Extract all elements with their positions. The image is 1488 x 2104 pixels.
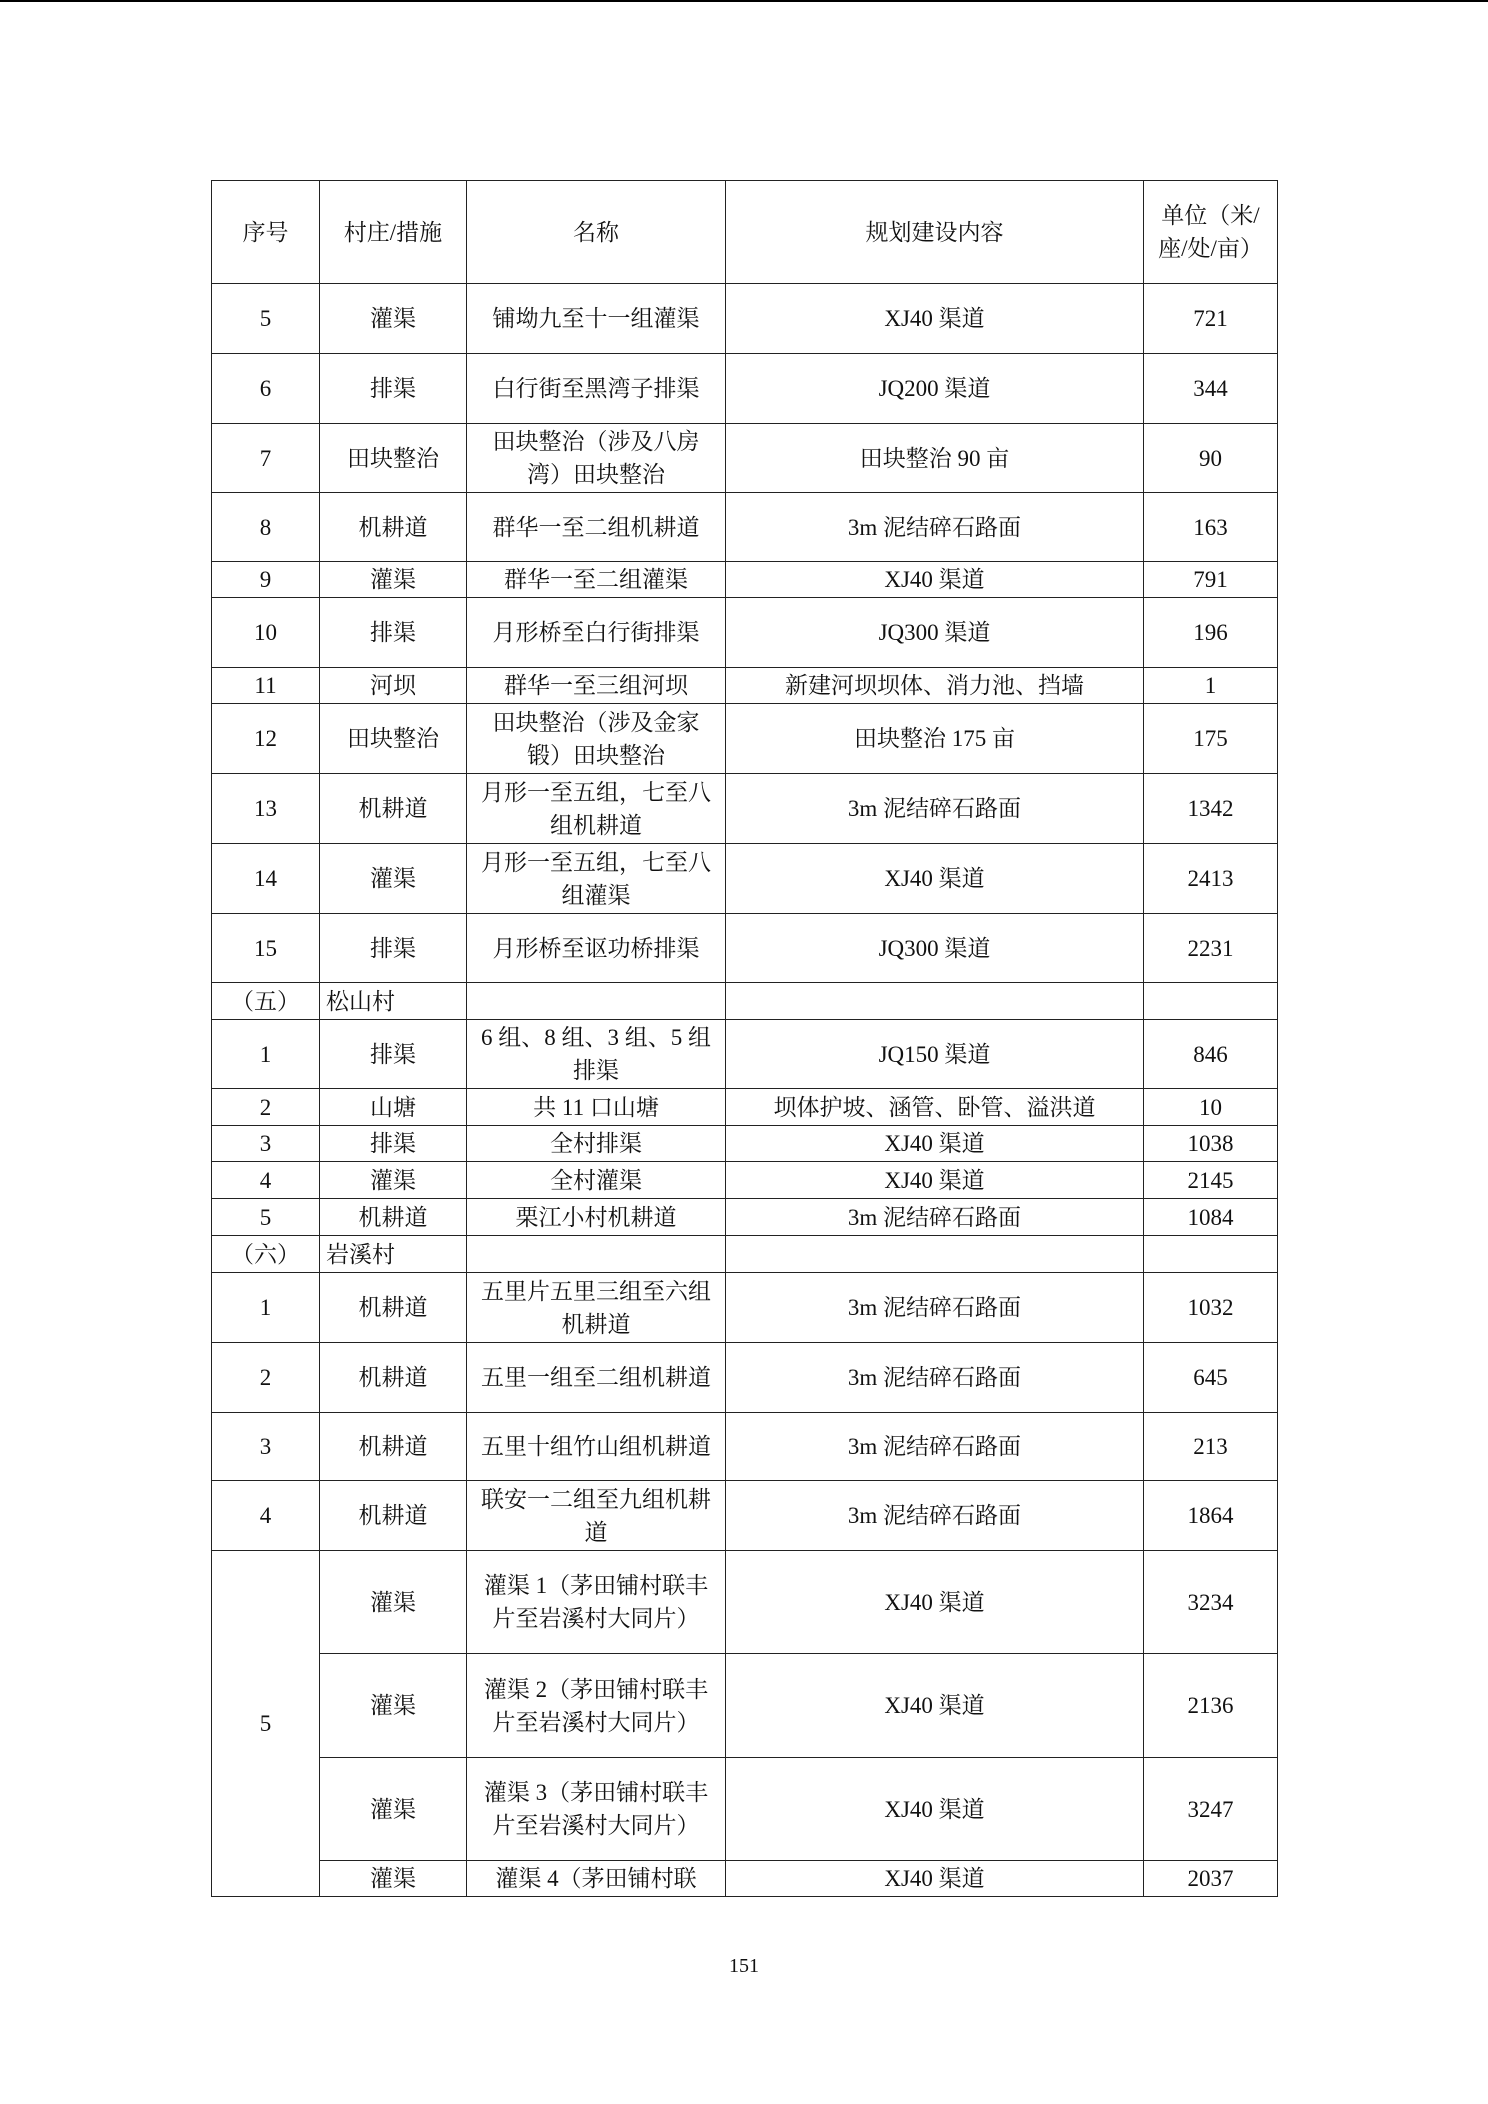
quantity: 3234 xyxy=(1144,1551,1278,1654)
table-row xyxy=(212,493,1278,562)
village-measure: 排渠 xyxy=(320,914,467,983)
project-name: 月形桥至白行街排渠 xyxy=(467,598,726,668)
project-name: 田块整治（涉及八房湾）田块整治 xyxy=(467,424,726,493)
village-measure: 机耕道 xyxy=(320,493,467,562)
quantity: 1342 xyxy=(1144,774,1278,844)
quantity: 196 xyxy=(1144,598,1278,668)
table-row xyxy=(212,1413,1278,1481)
quantity: 1032 xyxy=(1144,1273,1278,1343)
village-measure: 灌渠 xyxy=(320,1758,467,1861)
village-measure: 机耕道 xyxy=(320,1273,467,1343)
quantity: 175 xyxy=(1144,704,1278,774)
project-name: 群华一至二组灌渠 xyxy=(467,562,726,598)
quantity: 1038 xyxy=(1144,1126,1278,1162)
village-measure: 灌渠 xyxy=(320,1654,467,1758)
plan-content: XJ40 渠道 xyxy=(726,1654,1144,1758)
project-name: 共 11 口山塘 xyxy=(467,1089,726,1126)
quantity: 2136 xyxy=(1144,1654,1278,1758)
row-number: 7 xyxy=(212,424,320,493)
row-number: 2 xyxy=(212,1343,320,1413)
quantity: 2413 xyxy=(1144,844,1278,914)
village-measure: 田块整治 xyxy=(320,424,467,493)
quantity: 791 xyxy=(1144,562,1278,598)
table-row xyxy=(212,598,1278,668)
project-name: 五里十组竹山组机耕道 xyxy=(467,1413,726,1481)
row-number: 11 xyxy=(212,668,320,704)
row-number: 5 xyxy=(212,284,320,354)
row-number: 3 xyxy=(212,1413,320,1481)
quantity: 163 xyxy=(1144,493,1278,562)
plan-content: 3m 泥结碎石路面 xyxy=(726,1343,1144,1413)
row-number: 2 xyxy=(212,1089,320,1126)
plan-content: 3m 泥结碎石路面 xyxy=(726,493,1144,562)
header-village: 村庄/措施 xyxy=(320,181,467,284)
row-number: 5 xyxy=(212,1199,320,1236)
row-number: 5 xyxy=(212,1551,320,1897)
table-row xyxy=(212,354,1278,424)
project-name: 五里片五里三组至六组机耕道 xyxy=(467,1273,726,1343)
quantity: 2231 xyxy=(1144,914,1278,983)
plan-content: 田块整治 175 亩 xyxy=(726,704,1144,774)
row-number: 6 xyxy=(212,354,320,424)
table-row xyxy=(212,424,1278,493)
quantity: 3247 xyxy=(1144,1758,1278,1861)
plan-content: 3m 泥结碎石路面 xyxy=(726,1413,1144,1481)
quantity: 1864 xyxy=(1144,1481,1278,1551)
table-row xyxy=(212,1089,1278,1126)
table-row xyxy=(212,1273,1278,1343)
quantity: 213 xyxy=(1144,1413,1278,1481)
quantity: 90 xyxy=(1144,424,1278,493)
header-unit: 单位（米/座/处/亩） xyxy=(1144,181,1278,284)
quantity: 10 xyxy=(1144,1089,1278,1126)
section-row xyxy=(212,983,1278,1020)
plan-content xyxy=(726,983,1144,1020)
plan-content: XJ40 渠道 xyxy=(726,844,1144,914)
project-name: 灌渠 3（茅田铺村联丰片至岩溪村大同片） xyxy=(467,1758,726,1861)
village-measure: 岩溪村 xyxy=(320,1236,467,1273)
project-name: 白行街至黑湾子排渠 xyxy=(467,354,726,424)
quantity: 1 xyxy=(1144,668,1278,704)
village-measure: 机耕道 xyxy=(320,1481,467,1551)
header-content: 规划建设内容 xyxy=(726,181,1144,284)
header-no: 序号 xyxy=(212,181,320,284)
row-number: 4 xyxy=(212,1481,320,1551)
project-table xyxy=(211,180,1278,1897)
plan-content: JQ200 渠道 xyxy=(726,354,1144,424)
village-measure: 灌渠 xyxy=(320,844,467,914)
village-measure: 田块整治 xyxy=(320,704,467,774)
row-number: 1 xyxy=(212,1020,320,1089)
plan-content: 3m 泥结碎石路面 xyxy=(726,774,1144,844)
village-measure: 机耕道 xyxy=(320,1413,467,1481)
village-measure: 机耕道 xyxy=(320,774,467,844)
row-number: 1 xyxy=(212,1273,320,1343)
village-measure: 排渠 xyxy=(320,1020,467,1089)
plan-content: XJ40 渠道 xyxy=(726,1126,1144,1162)
project-name: 全村排渠 xyxy=(467,1126,726,1162)
project-name xyxy=(467,1236,726,1273)
header-name: 名称 xyxy=(467,181,726,284)
row-number: 10 xyxy=(212,598,320,668)
table-row xyxy=(212,914,1278,983)
plan-content: XJ40 渠道 xyxy=(726,1162,1144,1199)
table-row xyxy=(212,1199,1278,1236)
quantity: 1084 xyxy=(1144,1199,1278,1236)
row-number: （六） xyxy=(212,1236,320,1273)
village-measure: 灌渠 xyxy=(320,284,467,354)
plan-content: JQ150 渠道 xyxy=(726,1020,1144,1089)
project-name: 五里一组至二组机耕道 xyxy=(467,1343,726,1413)
project-name: 群华一至三组河坝 xyxy=(467,668,726,704)
plan-content: 坝体护坡、涵管、卧管、溢洪道 xyxy=(726,1089,1144,1126)
project-name xyxy=(467,983,726,1020)
quantity: 846 xyxy=(1144,1020,1278,1089)
page-number: 151 xyxy=(729,1955,759,1977)
village-measure: 排渠 xyxy=(320,1126,467,1162)
table-row xyxy=(212,1654,1278,1758)
plan-content: 3m 泥结碎石路面 xyxy=(726,1273,1144,1343)
quantity xyxy=(1144,1236,1278,1273)
quantity: 2145 xyxy=(1144,1162,1278,1199)
table-row xyxy=(212,704,1278,774)
plan-content: JQ300 渠道 xyxy=(726,598,1144,668)
table-row xyxy=(212,1020,1278,1089)
table-row xyxy=(212,774,1278,844)
project-name: 灌渠 4（茅田铺村联 xyxy=(467,1861,726,1897)
village-measure: 机耕道 xyxy=(320,1343,467,1413)
plan-content: 田块整治 90 亩 xyxy=(726,424,1144,493)
project-name: 6 组、8 组、3 组、5 组排渠 xyxy=(467,1020,726,1089)
village-measure: 山塘 xyxy=(320,1089,467,1126)
village-measure: 灌渠 xyxy=(320,562,467,598)
table-row xyxy=(212,284,1278,354)
village-measure: 排渠 xyxy=(320,354,467,424)
plan-content: XJ40 渠道 xyxy=(726,1758,1144,1861)
village-measure: 河坝 xyxy=(320,668,467,704)
table-row xyxy=(212,1758,1278,1861)
table-row xyxy=(212,1481,1278,1551)
table-row xyxy=(212,562,1278,598)
plan-content: 3m 泥结碎石路面 xyxy=(726,1199,1144,1236)
village-measure: 灌渠 xyxy=(320,1162,467,1199)
page-top-border xyxy=(0,0,1488,2)
table-row xyxy=(212,1126,1278,1162)
plan-content xyxy=(726,1236,1144,1273)
quantity: 2037 xyxy=(1144,1861,1278,1897)
row-number: 3 xyxy=(212,1126,320,1162)
table-row xyxy=(212,668,1278,704)
village-measure: 松山村 xyxy=(320,983,467,1020)
table-row xyxy=(212,1861,1278,1897)
project-name: 月形一至五组，七至八组灌渠 xyxy=(467,844,726,914)
row-number: （五） xyxy=(212,983,320,1020)
project-name: 月形桥至讴功桥排渠 xyxy=(467,914,726,983)
quantity: 721 xyxy=(1144,284,1278,354)
table-row xyxy=(212,844,1278,914)
quantity xyxy=(1144,983,1278,1020)
row-number: 12 xyxy=(212,704,320,774)
plan-content: XJ40 渠道 xyxy=(726,1551,1144,1654)
table-row xyxy=(212,1343,1278,1413)
header-row xyxy=(212,181,1278,284)
plan-content: 3m 泥结碎石路面 xyxy=(726,1481,1144,1551)
project-name: 田块整治（涉及金家锻）田块整治 xyxy=(467,704,726,774)
project-name: 栗江小村机耕道 xyxy=(467,1199,726,1236)
project-name: 全村灌渠 xyxy=(467,1162,726,1199)
village-measure: 灌渠 xyxy=(320,1551,467,1654)
project-name: 群华一至二组机耕道 xyxy=(467,493,726,562)
project-name: 联安一二组至九组机耕道 xyxy=(467,1481,726,1551)
plan-content: XJ40 渠道 xyxy=(726,284,1144,354)
plan-content: XJ40 渠道 xyxy=(726,562,1144,598)
quantity: 645 xyxy=(1144,1343,1278,1413)
row-number: 14 xyxy=(212,844,320,914)
row-number: 4 xyxy=(212,1162,320,1199)
project-name: 灌渠 2（茅田铺村联丰片至岩溪村大同片） xyxy=(467,1654,726,1758)
row-number: 15 xyxy=(212,914,320,983)
project-name: 月形一至五组，七至八组机耕道 xyxy=(467,774,726,844)
village-measure: 排渠 xyxy=(320,598,467,668)
plan-content: XJ40 渠道 xyxy=(726,1861,1144,1897)
table-row xyxy=(212,1551,1278,1654)
section-row xyxy=(212,1236,1278,1273)
row-number: 9 xyxy=(212,562,320,598)
project-name: 灌渠 1（茅田铺村联丰片至岩溪村大同片） xyxy=(467,1551,726,1654)
quantity: 344 xyxy=(1144,354,1278,424)
row-number: 8 xyxy=(212,493,320,562)
village-measure: 灌渠 xyxy=(320,1861,467,1897)
plan-content: JQ300 渠道 xyxy=(726,914,1144,983)
project-name: 铺坳九至十一组灌渠 xyxy=(467,284,726,354)
plan-content: 新建河坝坝体、消力池、挡墙 xyxy=(726,668,1144,704)
table-row xyxy=(212,1162,1278,1199)
row-number: 13 xyxy=(212,774,320,844)
village-measure: 机耕道 xyxy=(320,1199,467,1236)
